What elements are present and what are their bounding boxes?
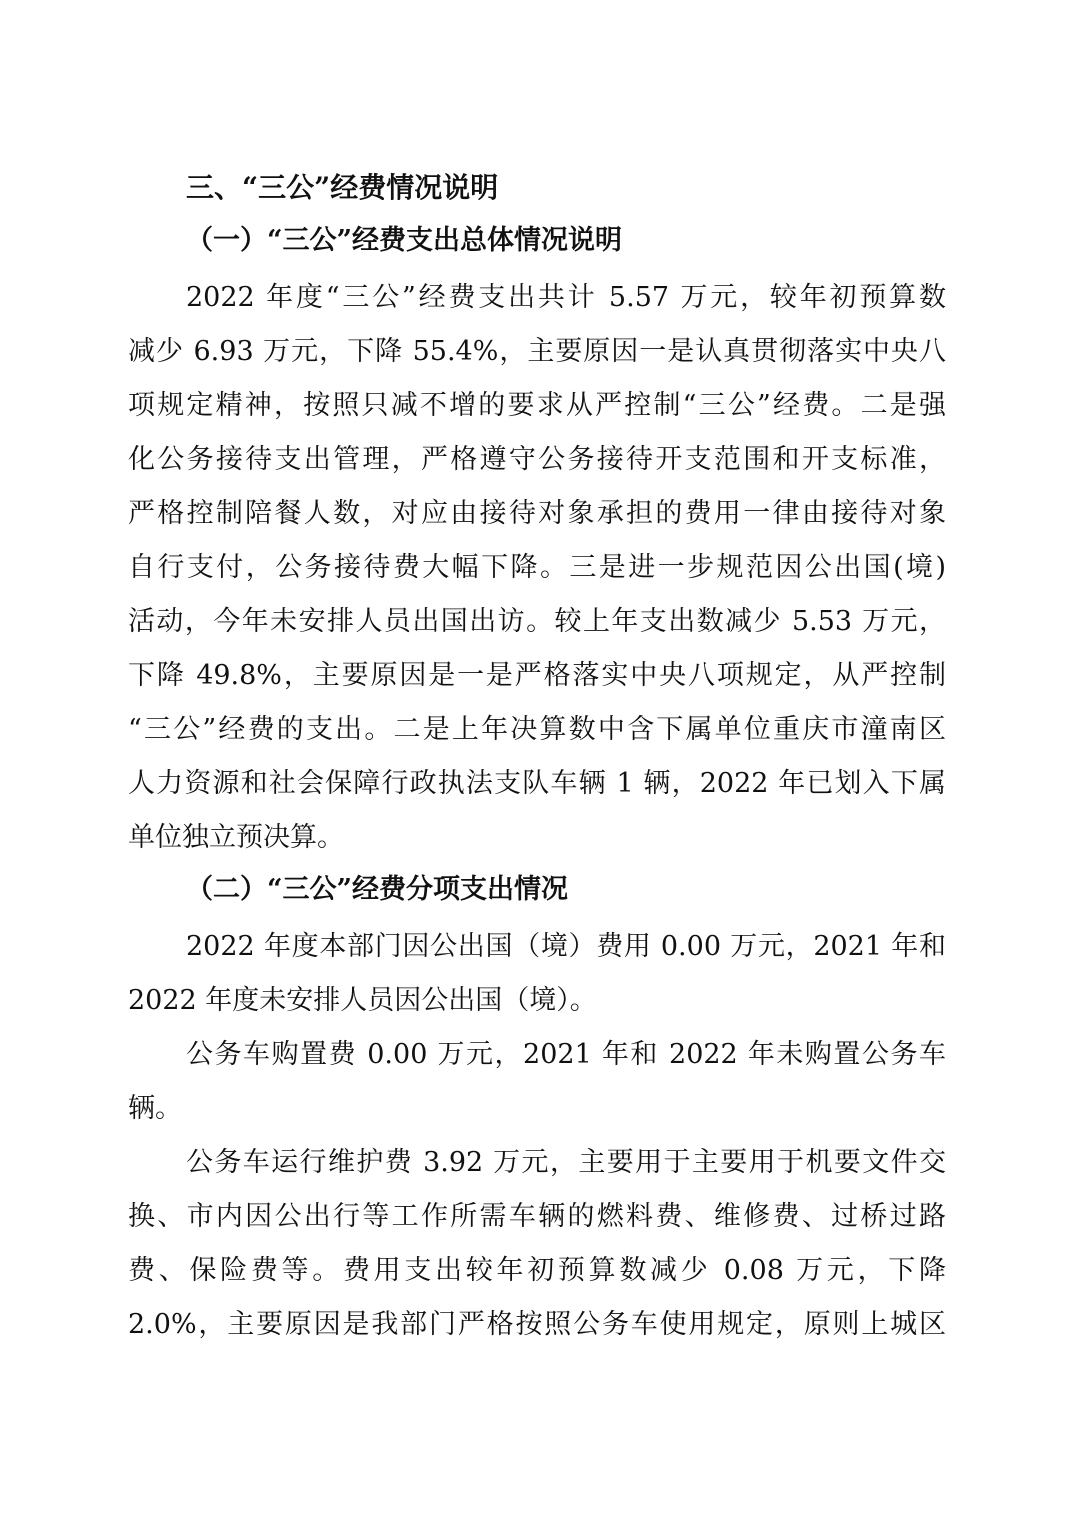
text-line: 下降 49.8%，主要原因是一是严格落实中央八项规定，从严控制 <box>128 660 946 691</box>
text-line: 2022 年度本部门因公出国（境）费用 0.00 万元，2021 年和 <box>186 931 946 962</box>
text-line: 换、市内因公出行等工作所需车辆的燃料费、维修费、过桥过路 <box>128 1201 946 1232</box>
text-line: 2022 年度“三公”经费支出共计 5.57 万元，较年初预算数 <box>186 282 946 313</box>
text-line: 公务车购置费 0.00 万元，2021 年和 2022 年未购置公务车 <box>186 1039 946 1070</box>
text-line: 单位独立预决算。 <box>128 822 344 853</box>
text-line: 人力资源和社会保障行政执法支队车辆 1 辆，2022 年已划入下属 <box>128 768 946 799</box>
text-line: 辆。 <box>128 1093 182 1124</box>
subsection-heading-1: （一）“三公”经费支出总体情况说明 <box>186 225 623 256</box>
section-heading: 三、“三公”经费情况说明 <box>186 171 499 204</box>
text-line: “三公”经费的支出。二是上年决算数中含下属单位重庆市潼南区 <box>128 714 946 745</box>
text-line: 严格控制陪餐人数，对应由接待对象承担的费用一律由接待对象 <box>128 498 946 529</box>
text-line: 活动，今年未安排人员出国出访。较上年支出数减少 5.53 万元， <box>128 606 946 637</box>
text-line: 2.0%，主要原因是我部门严格按照公务车使用规定，原则上城区 <box>128 1309 946 1340</box>
subsection-heading-2: （二）“三公”经费分项支出情况 <box>186 874 569 905</box>
text-line: 费、保险费等。费用支出较年初预算数减少 0.08 万元，下降 <box>128 1255 946 1286</box>
text-line: 化公务接待支出管理，严格遵守公务接待开支范围和开支标准， <box>128 444 946 475</box>
text-line: 自行支付，公务接待费大幅下降。三是进一步规范因公出国(境) <box>128 552 946 583</box>
text-line: 减少 6.93 万元，下降 55.4%，主要原因一是认真贯彻落实中央八 <box>128 336 946 367</box>
text-line: 公务车运行维护费 3.92 万元，主要用于主要用于机要文件交 <box>186 1147 946 1178</box>
text-line: 2022 年度未安排人员因公出国（境）。 <box>128 985 597 1016</box>
text-line: 项规定精神，按照只减不增的要求从严控制“三公”经费。二是强 <box>128 390 946 421</box>
